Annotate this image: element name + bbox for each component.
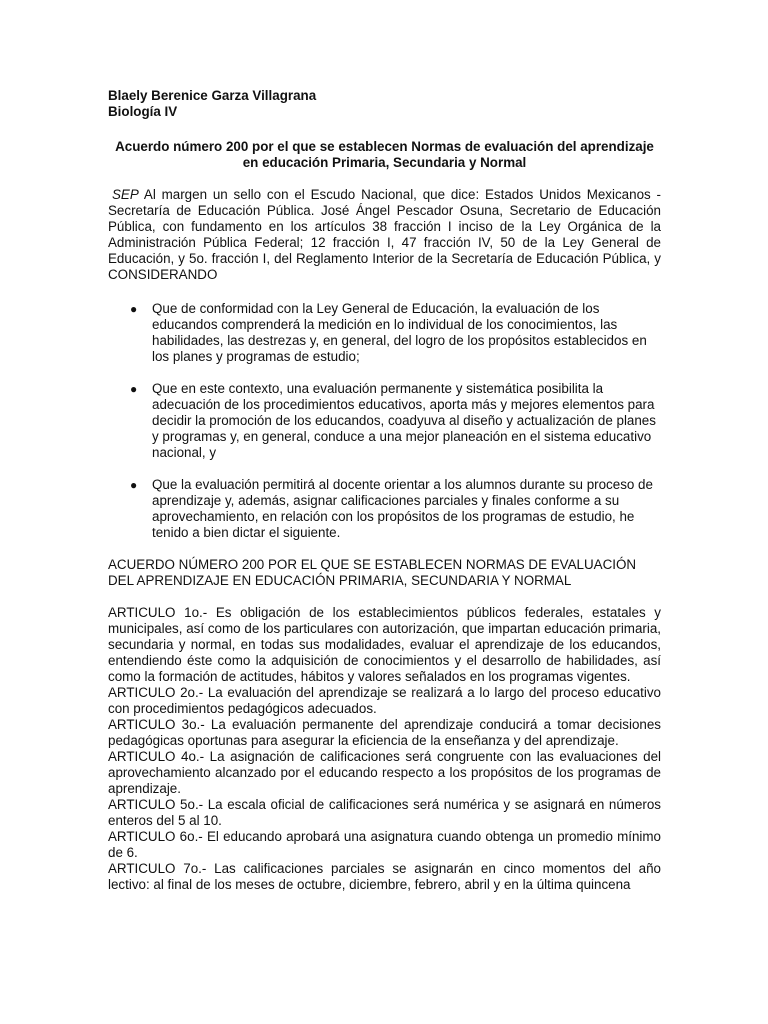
intro-paragraph	[108, 187, 661, 283]
intro-lead: SEP	[112, 187, 139, 202]
course-name: Biología IV	[108, 104, 178, 119]
list-item	[130, 381, 661, 461]
article-4: ARTICULO 4o.- La asignación de calificaciones será congruente con las evaluaciones del aprovechamiento alcanzado por el educando respecto a los propósitos de los programas de aprendizaje.	[108, 749, 661, 796]
bullet-icon: ●	[130, 478, 138, 492]
article-1: ARTICULO 1o.- Es obligación de los establecimientos públicos federales, estatales y municipales, así como de los particulares con autorización, que impartan educación primaria, secundaria y normal, en todas sus modalidades, evaluar el aprendizaje de los educandos, entendiendo éste como la adquisición de conocimientos y el desarrollo de habilidades, así como la formación de actitudes, hábitos y valores señalados en los programas vigentes.	[108, 605, 661, 684]
article-2: ARTICULO 2o.- La evaluación del aprendizaje se realizará a lo largo del proceso educativo con procedimientos pedagógicos adecuados.	[108, 685, 661, 716]
author-name: Blaely Berenice Garza Villagrana	[108, 88, 317, 103]
list-item	[130, 301, 661, 365]
consideration-text: Que la evaluación permitirá al docente orientar a los alumnos durante su proceso de aprendizaje y, además, asignar calificaciones parciales y finales conforme a su aprovechamiento, en relación con los propósitos de los programas de estudio, he tenido a bien dictar el siguiente.	[152, 477, 653, 540]
list-item	[130, 477, 661, 541]
intro-text: Al margen un sello con el Escudo Nacional, que dice: Estados Unidos Mexicanos - Secretaría de Educación Pública. José Ángel Pescador Osuna, Secretario de Educación Pública, con fundamento en los artículos 38 fracción I inciso de la Ley Orgánica de la Administración Pública Federal; 12 fracción I, 47 fracción IV, 50 de la Ley General de Educación, y 5o. fracción I, del Reglamento Interior de la Secretaría de Educación Pública, y CONSIDERANDO	[108, 187, 661, 282]
article-3: ARTICULO 3o.- La evaluación permanente del aprendizaje conducirá a tomar decisiones pedagógicas oportunas para asegurar la eficiencia de la enseñanza y del aprendizaje.	[108, 717, 661, 748]
articles-section	[108, 605, 661, 893]
bullet-icon: ●	[130, 302, 138, 316]
bullet-icon: ●	[130, 382, 138, 396]
decree-title: ACUERDO NÚMERO 200 POR EL QUE SE ESTABLECEN NORMAS DE EVALUACIÓN DEL APRENDIZAJE EN EDUCACIÓN PRIMARIA, SECUNDARIA Y NORMAL	[108, 557, 637, 588]
considerations-list	[108, 301, 661, 541]
consideration-text: Que en este contexto, una evaluación permanente y sistemática posibilita la adecuación de los procedimientos educativos, aporta más y mejores elementos para decidir la promoción de los educandos, coadyuva al diseño y actualización de planes y programas y, en general, conduce a una mejor planeación en el sistema educativo nacional, y	[152, 381, 656, 460]
article-5: ARTICULO 5o.- La escala oficial de calificaciones será numérica y se asignará en números enteros del 5 al 10.	[108, 797, 661, 828]
article-7: ARTICULO 7o.- Las calificaciones parciales se asignarán en cinco momentos del año lectivo: al final de los meses de octubre, diciembre, febrero, abril y en la última quincena	[108, 861, 661, 892]
document-title: Acuerdo número 200 por el que se establecen Normas de evaluación del aprendizaje en educación Primaria, Secundaria y Normal	[115, 139, 654, 170]
article-6: ARTICULO 6o.- El educando aprobará una asignatura cuando obtenga un promedio mínimo de 6.	[108, 829, 661, 860]
consideration-text: Que de conformidad con la Ley General de Educación, la evaluación de los educandos comprenderá la medición en lo individual de los conocimientos, las habilidades, las destrezas y, en general, del logro de los propósitos establecidos en los planes y programas de estudio;	[152, 301, 647, 364]
